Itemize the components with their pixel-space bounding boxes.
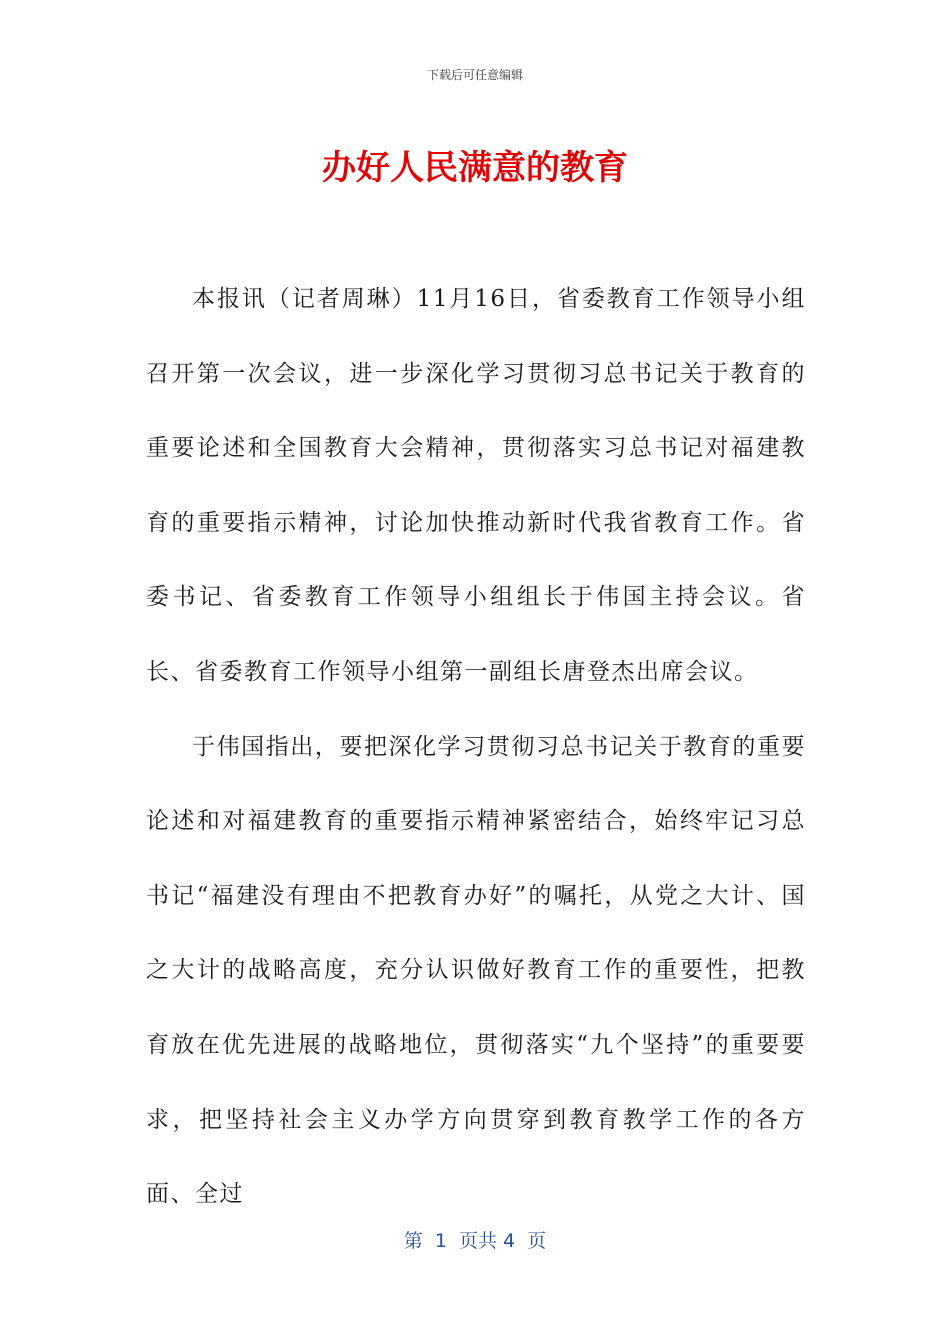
paragraph-2: 于伟国指出，要把深化学习贯彻习总书记关于教育的重要论述和对福建教育的重要指示精神紧密结合，始终牢记习总书记“福建没有理由不把教育办好”的嘱托，从党之大计、国之大计的战略高度，充分认识做好教育工作的重要性，把教育放在优先进展的战略地位，贯彻落实“九个坚持”的重要要求，把坚持社会主义办学方向贯穿到教育教学工作的各方面、全过	[146, 733, 806, 1208]
document-title: 办好人民满意的教育	[322, 148, 628, 188]
header-note: 下载后可任意编辑	[426, 68, 523, 82]
paragraph-1: 本报讯（记者周琳）11月16日，省委教育工作领导小组召开第一次会议，进一步深化学习贯彻习总书记关于教育的重要论述和全国教育大会精神，贯彻落实习总书记对福建教育的重要指示精神，讨论加快推动新时代我省教育工作。省委书记、省委教育工作领导小组组长于伟国主持会议。省长、省委教育工作领导小组第一副组长唐登杰出席会议。	[146, 286, 806, 685]
page-footer: 第 1 页共 4 页	[403, 1230, 547, 1252]
document-body	[146, 262, 806, 1232]
